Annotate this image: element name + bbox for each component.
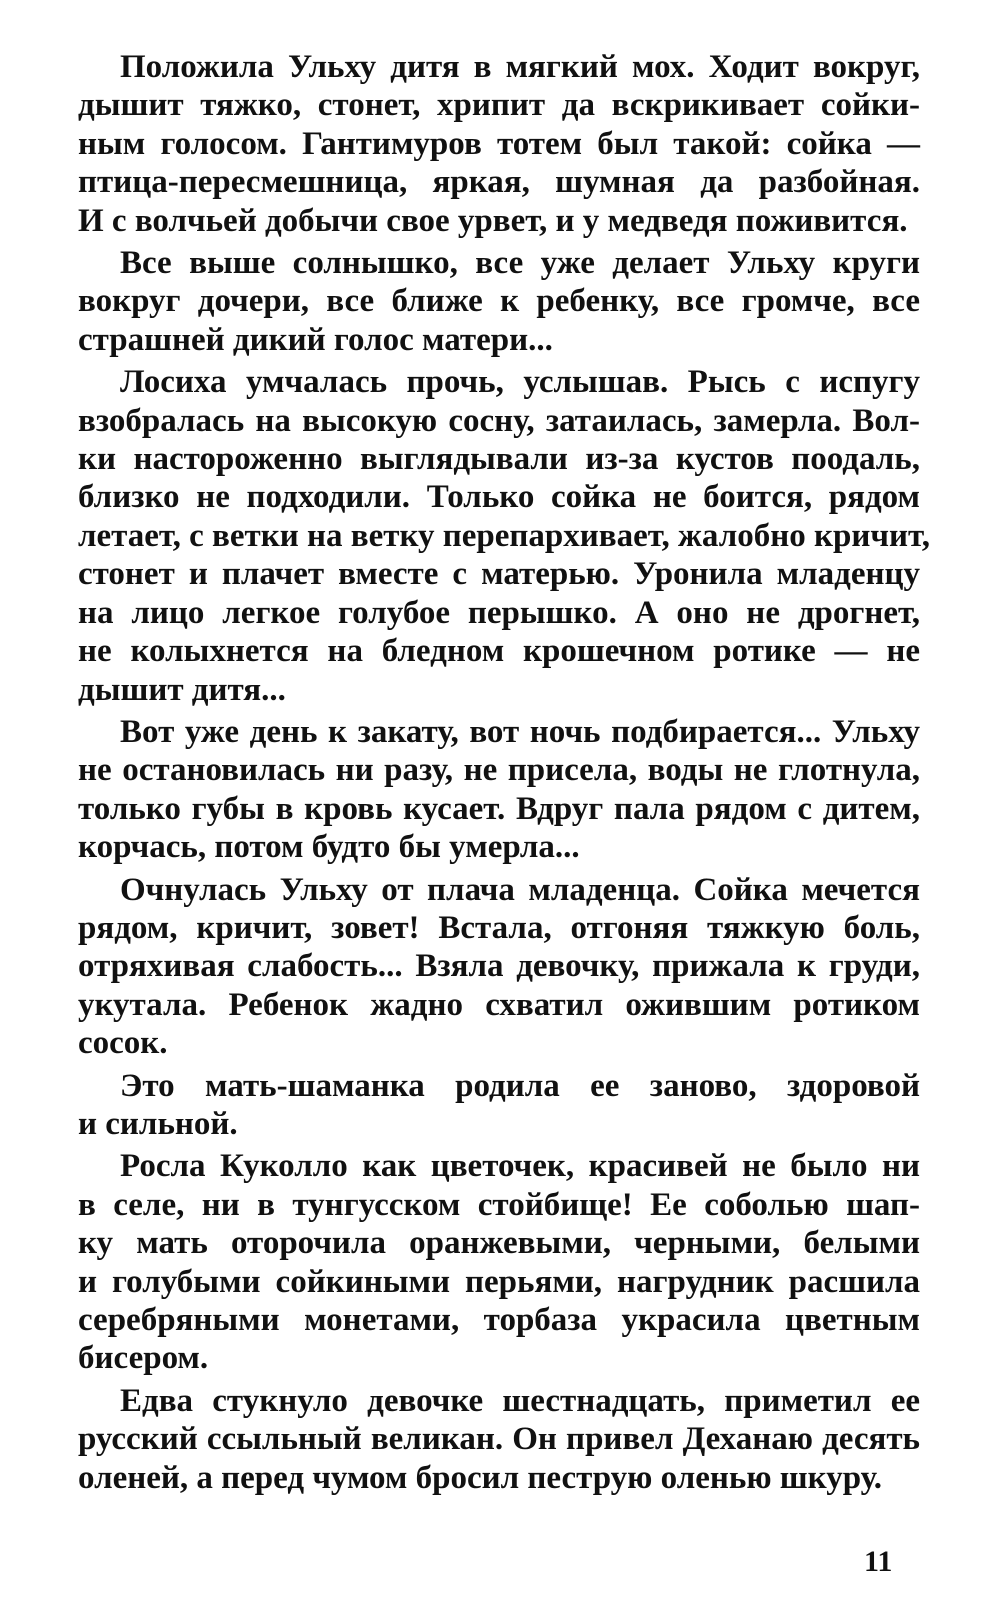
text-line: Едва стукнуло девочке шестнадцать, приметил ее <box>120 1382 920 1419</box>
text-line: близко не подходили. Только сойка не боится, рядом <box>78 479 920 516</box>
page-body <box>78 48 930 1501</box>
paragraph <box>78 1147 920 1377</box>
text-line: ным голосом. Гантимуров тотем был такой: сойка — <box>78 125 920 162</box>
text-line: летает, с ветки на ветку перепархивает, жалобно кричит, <box>78 517 930 554</box>
text-line: ки настороженно выглядывали из-за кустов поодаль, <box>78 441 920 478</box>
text-line: взобралась на высокую сосну, затаилась, замерла. Вол- <box>78 402 920 439</box>
text-line: русский ссыльный великан. Он привел Деханаю десять <box>78 1421 920 1458</box>
paragraph <box>78 48 920 240</box>
paragraph <box>78 713 920 867</box>
text-line: Вот уже день к закату, вот ночь подбирается... Ульху <box>120 713 920 750</box>
page-number: 11 <box>864 1545 893 1578</box>
paragraph <box>78 871 920 1063</box>
text-line: Росла Куколло как цветочек, красивей не было ни <box>120 1148 920 1185</box>
text-line: и сильной. <box>78 1105 238 1142</box>
paragraph <box>78 1067 920 1144</box>
text-line: дышит тяжко, стонет, хрипит да вскрикивает сойки- <box>78 87 920 124</box>
text-line: оленей, а перед чумом бросил пеструю оленью шкуру. <box>78 1459 883 1496</box>
paragraph <box>78 363 930 709</box>
text-line: серебряными монетами, торбаза украсила цветным <box>78 1302 920 1338</box>
text-line: корчась, потом будто бы умерла... <box>78 829 580 866</box>
text-line: рядом, кричит, зовет! Встала, отгоняя тяжкую боль, <box>78 909 920 946</box>
paragraph <box>78 1382 920 1497</box>
text-line: Положила Ульху дитя в мягкий мох. Ходит вокруг, <box>120 49 920 85</box>
text-line: на лицо легкое голубое перышко. А оно не дрогнет, <box>78 594 920 631</box>
text-line: вокруг дочери, все ближе к ребенку, все громче, все <box>78 283 920 320</box>
text-line: бисером. <box>78 1340 209 1377</box>
text-line: сосок. <box>78 1025 168 1062</box>
text-line: в селе, ни в тунгусском стойбище! Ее соболью шап- <box>78 1186 920 1223</box>
text-line: и голубыми сойкиными перьями, нагрудник расшила <box>78 1263 920 1300</box>
text-line: не колыхнется на бледном крошечном ротике — не <box>78 633 920 670</box>
text-line: стонет и плачет вместе с матерью. Уронила младенцу <box>78 556 920 593</box>
text-line: не остановилась ни разу, не присела, воды не глотнула, <box>78 752 920 789</box>
paragraph <box>78 244 920 359</box>
text-line: ку мать оторочила оранжевыми, черными, белыми <box>78 1225 920 1262</box>
text-line: укутала. Ребенок жадно схватил ожившим ротиком <box>78 986 920 1023</box>
text-line: птица-пересмешница, яркая, шумная да разбойная. <box>78 164 920 201</box>
text-line: Лосиха умчалась прочь, услышав. Рысь с испугу <box>120 364 920 401</box>
text-line: Все выше солнышко, все уже делает Ульху круги <box>120 245 920 282</box>
text-line: отряхивая слабость... Взяла девочку, прижала к груди, <box>78 948 920 985</box>
text-line: дышит дитя... <box>78 671 286 708</box>
text-line: страшней дикий голос матери... <box>78 321 553 358</box>
text-line: Это мать-шаманка родила ее заново, здоровой <box>120 1067 920 1104</box>
text-line: только губы в кровь кусает. Вдруг пала рядом с дитем, <box>78 790 920 827</box>
text-line: И с волчьей добычи свое урвет, и у медведя поживится. <box>78 202 908 239</box>
text-line: Очнулась Ульху от плача младенца. Сойка мечется <box>120 871 920 908</box>
